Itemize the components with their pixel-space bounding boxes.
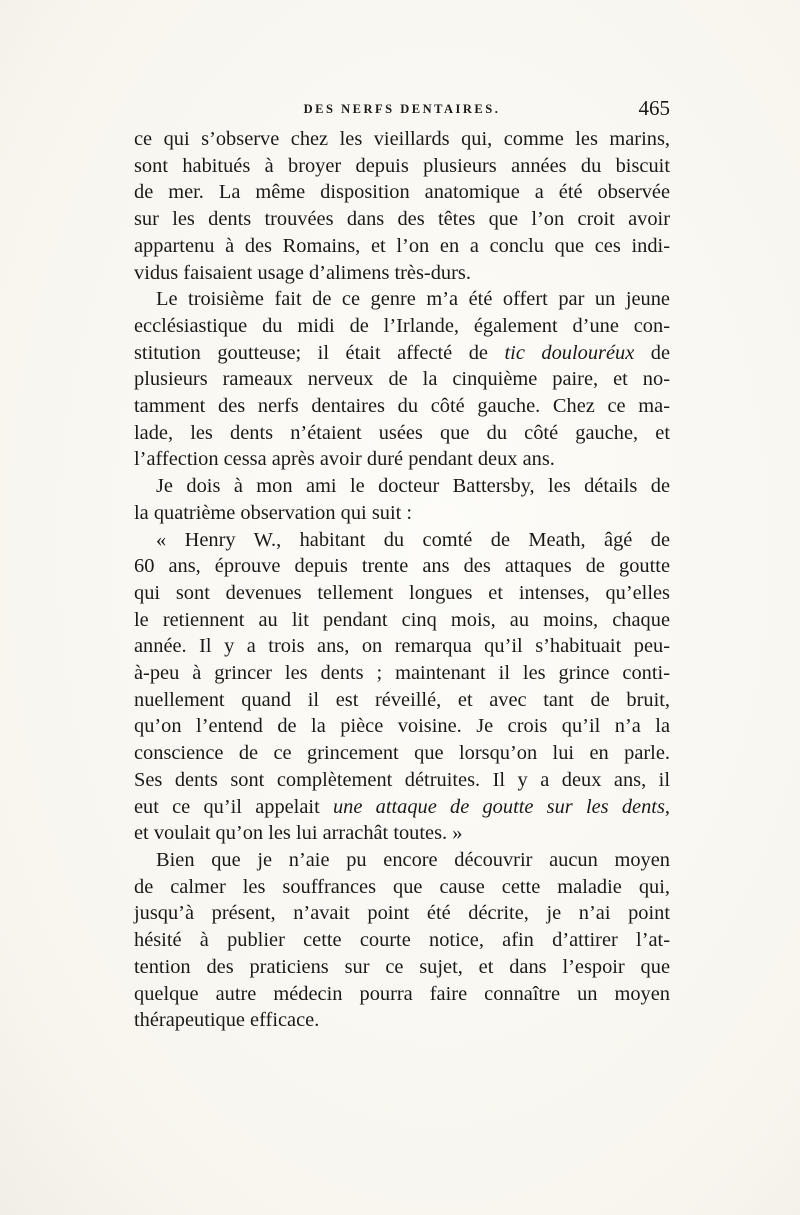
- text-line: [134, 393, 670, 420]
- text-line: [134, 153, 670, 180]
- text-segment: qui sont devenues tellement longues et intenses, qu’elles: [134, 581, 670, 604]
- text-segment: vidus faisaient usage d’alimens très-durs.: [134, 261, 471, 284]
- body-text: [134, 126, 670, 1034]
- text-line: [134, 260, 670, 287]
- text-segment: de: [634, 341, 671, 364]
- text-segment: stitution goutteuse; il était affecté de: [134, 341, 505, 364]
- text-line: [134, 607, 670, 634]
- text-line: [134, 1007, 670, 1034]
- text-line: [134, 340, 670, 367]
- text-line: [134, 286, 670, 313]
- text-segment: de mer. La même disposition anatomique a été observée: [134, 181, 670, 204]
- text-line: [134, 633, 670, 660]
- text-segment: sont habitués à broyer depuis plusieurs années du biscuit: [134, 154, 670, 177]
- text-segment: tamment des nerfs dentaires du côté gauche. Chez ce ma-: [134, 395, 670, 418]
- text-line: [134, 767, 670, 794]
- text-line: [134, 233, 670, 260]
- text-segment: Le troisième fait de ce genre m’a été offert par un jeune: [156, 288, 670, 311]
- text-segment: la quatrième observation qui suit :: [134, 501, 413, 524]
- text-line: [134, 820, 670, 847]
- text-line: [134, 874, 670, 901]
- text-segment: et voulait qu’on les lui arrachât toutes. »: [134, 822, 463, 845]
- text-segment: thérapeutique efficace.: [134, 1009, 320, 1032]
- text-line: [134, 366, 670, 393]
- text-segment: appartenu à des Romains, et l’on en a conclu que ces indi-: [134, 234, 670, 257]
- text-line: [134, 126, 670, 153]
- text-segment: plusieurs rameaux nerveux de la cinquième paire, et no-: [134, 368, 670, 391]
- text-line: [134, 713, 670, 740]
- text-line: [134, 313, 670, 340]
- text-line: [134, 794, 670, 821]
- text-line: [134, 553, 670, 580]
- text-segment: lade, les dents n’étaient usées que du côté gauche, et: [134, 421, 670, 444]
- text-segment: jusqu’à présent, n’avait point été décrite, je n’ai point: [134, 902, 670, 925]
- text-segment: l’affection cessa après avoir duré pendant deux ans.: [134, 448, 555, 471]
- italic-text: tic doulouréux: [504, 341, 635, 364]
- text-segment: quelque autre médecin pourra faire connaître un moyen: [134, 982, 670, 1005]
- text-segment: année. Il y a trois ans, on remarqua qu’il s’habituait peu-: [134, 635, 670, 658]
- text-line: [134, 420, 670, 447]
- text-line: [134, 954, 670, 981]
- text-segment: Je dois à mon ami le docteur Battersby, les détails de: [156, 475, 670, 498]
- text-segment: hésité à publier cette courte notice, afin d’attirer l’at-: [134, 929, 670, 952]
- text-line: [134, 900, 670, 927]
- text-line: [134, 580, 670, 607]
- text-line: [134, 527, 670, 554]
- text-segment: qu’on l’entend de la pièce voisine. Je crois qu’il n’a la: [134, 715, 670, 738]
- text-segment: le retiennent au lit pendant cinq mois, au moins, chaque: [134, 608, 670, 631]
- text-line: [134, 473, 670, 500]
- text-segment: tention des praticiens sur ce sujet, et dans l’espoir que: [134, 955, 670, 978]
- running-head: DES NERFS DENTAIRES.: [303, 102, 501, 116]
- text-line: [134, 687, 670, 714]
- text-segment: Ses dents sont complètement détruites. Il y a deux ans, il: [134, 768, 670, 791]
- text-segment: sur les dents trouvées dans des têtes que l’on croit avoir: [134, 208, 670, 231]
- text-line: [134, 500, 670, 527]
- text-line: [134, 446, 670, 473]
- page-header: [134, 96, 670, 126]
- text-segment: à-peu à grincer les dents ; maintenant il les grince conti-: [134, 662, 670, 685]
- text-segment: « Henry W., habitant du comté de Meath, âgé de: [156, 528, 670, 551]
- italic-text: une attaque de goutte sur les dents: [332, 795, 665, 818]
- text-line: [134, 206, 670, 233]
- text-segment: ce qui s’observe chez les vieillards qui, comme les marins,: [134, 128, 670, 150]
- text-segment: nuellement quand il est réveillé, et avec tant de bruit,: [134, 688, 670, 711]
- text-segment: eut ce qu’il appelait: [134, 795, 333, 818]
- text-segment: ,: [664, 795, 670, 818]
- text-segment: 60 ans, éprouve depuis trente ans des attaques de goutte: [134, 555, 670, 578]
- text-segment: Bien que je n’aie pu encore découvrir aucun moyen: [156, 848, 670, 871]
- page-number: 465: [638, 96, 670, 120]
- text-segment: conscience de ce grincement que lorsqu’on lui en parle.: [134, 742, 670, 765]
- text-line: [134, 740, 670, 767]
- text-line: [134, 660, 670, 687]
- text-line: [134, 981, 670, 1008]
- text-line: [134, 927, 670, 954]
- text-segment: de calmer les souffrances que cause cette maladie qui,: [134, 875, 670, 898]
- text-line: [134, 179, 670, 206]
- text-line: [134, 847, 670, 874]
- text-segment: ecclésiastique du midi de l’Irlande, également d’une con-: [134, 314, 670, 337]
